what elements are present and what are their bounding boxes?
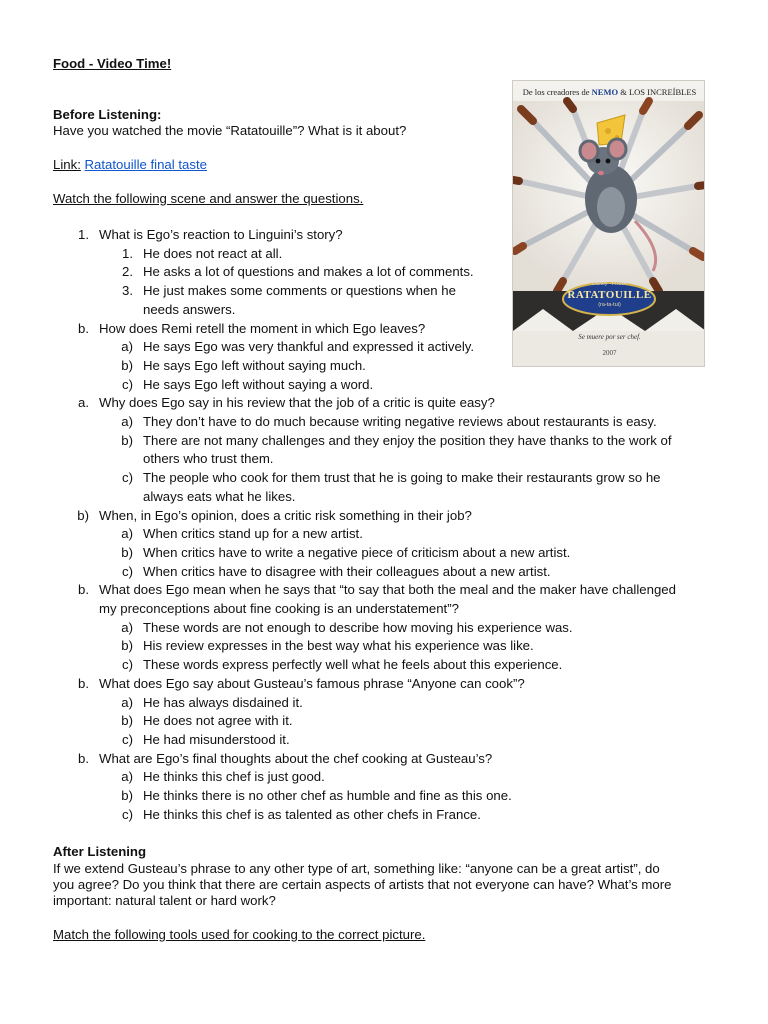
option-marker: b) [121, 357, 133, 373]
option-marker: b) [121, 638, 133, 654]
option-marker: a) [121, 526, 133, 542]
option-marker: a) [121, 414, 133, 429]
option-text: These words are not enough to describe how moving his experience was. [143, 619, 573, 635]
option-marker: c) [122, 563, 133, 579]
option-marker: c) [122, 376, 133, 392]
question-text: What is Ego’s reaction to Linguini’s story? [99, 227, 343, 242]
option-text: He does not agree with it. [143, 713, 293, 729]
option-marker: a) [121, 694, 133, 710]
link-label: Link: [53, 157, 81, 172]
option-text: always eats what he likes. [143, 488, 296, 504]
after-listening-line: you agree? Do you think that there are certain aspects of artists that not everyone can have? What’s more [53, 877, 672, 892]
ratatouille-video-link[interactable]: Ratatouille final taste [84, 157, 207, 172]
option-text: They don’t have to do much because writing negative reviews about restaurants is easy. [143, 414, 657, 429]
question-text: When, in Ego’s opinion, does a critic risk something in their job? [99, 507, 472, 523]
before-listening-question: Have you watched the movie “Ratatouille”? What is it about? [53, 123, 407, 138]
option-text: He says Ego left without saying much. [143, 357, 366, 373]
option-text: These words express perfectly well what he feels about this experience. [143, 657, 563, 673]
option-marker: a) [121, 339, 133, 355]
option-text: There are not many challenges and they enjoy the position they have thanks to the work of [143, 432, 672, 448]
question-text: Why does Ego say in his review that the job of a critic is quite easy? [99, 395, 495, 411]
question-marker: b. [78, 320, 89, 336]
question-text: What does Ego mean when he says that “to say that both the meal and the maker have challenged [99, 582, 676, 598]
option-marker: c) [122, 806, 133, 822]
question-text: What are Ego’s final thoughts about the chef cooking at Gusteau’s? [99, 750, 493, 766]
question-marker: a. [78, 395, 89, 411]
option-text: He just makes some comments or questions when he [143, 283, 456, 299]
poster-tagline: Se muere por ser chef. [578, 333, 641, 341]
question-marker: b) [77, 507, 89, 523]
option-text: The people who cook for them trust that he is going to make their restaurants grow so he [143, 470, 661, 486]
question-text: my preconceptions about fine cooking is an understatement”? [99, 601, 459, 616]
after-listening-heading: After Listening [53, 844, 147, 859]
option-marker: a) [121, 619, 133, 635]
option-text: His review expresses in the best way what his experience was like. [143, 638, 534, 654]
option-marker: b) [121, 432, 133, 448]
poster-title: RATATOUILLE [567, 289, 652, 301]
option-text: He says Ego was very thankful and expressed it actively. [143, 339, 475, 355]
option-marker: c) [122, 470, 133, 486]
question-marker: b. [78, 750, 89, 766]
option-text: others who trust them. [143, 451, 274, 467]
question-text: What does Ego say about Gusteau’s famous phrase “Anyone can cook”? [99, 675, 525, 691]
option-marker: 2. [122, 264, 133, 280]
ratatouille-poster-image [512, 80, 705, 367]
option-text: He asks a lot of questions and makes a lot of comments. [143, 264, 474, 280]
poster-subtitle: (ra-ta-tui) [598, 302, 621, 308]
link-row [53, 156, 207, 174]
match-instruction: Match the following tools used for cooking to the correct picture. [53, 927, 426, 942]
worksheet-title: Food - Video Time! [53, 56, 172, 71]
poster-year: 2007 [602, 349, 617, 357]
option-text: He thinks there is no other chef as humble and fine as this one. [143, 788, 512, 803]
option-marker: c) [122, 731, 133, 747]
poster-brand: Disney · PIXAR [592, 281, 627, 287]
option-text: He has always disdained it. [143, 694, 303, 710]
question-marker: 1. [78, 227, 89, 242]
option-marker: b) [121, 544, 133, 560]
poster-top-credit: De los creadores de NEMO & LOS INCREÍBLES [522, 87, 697, 97]
option-text: He thinks this chef is as talented as other chefs in France. [143, 806, 481, 822]
question-marker: b. [78, 582, 89, 598]
question-text: How does Remi retell the moment in which Ego leaves? [99, 320, 426, 336]
poster-artwork [513, 81, 705, 367]
option-text: needs answers. [143, 301, 236, 317]
question-marker: b. [78, 675, 89, 691]
option-text: He had misunderstood it. [143, 731, 290, 747]
option-marker: 1. [122, 245, 133, 261]
option-marker: b) [121, 788, 133, 803]
option-text: When critics have to disagree with their colleagues about a new artist. [143, 563, 551, 579]
option-marker: 3. [122, 283, 133, 299]
option-text: When critics have to write a negative piece of criticism about a new artist. [143, 544, 571, 560]
before-listening-heading: Before Listening: [53, 107, 162, 122]
option-text: He does not react at all. [143, 245, 283, 261]
after-listening-line: important: natural talent or hard work? [53, 893, 276, 908]
option-text: When critics stand up for a new artist. [143, 526, 363, 542]
option-marker: a) [121, 769, 133, 785]
option-marker: b) [121, 713, 133, 729]
option-text: He says Ego left without saying a word. [143, 376, 374, 392]
watch-instruction: Watch the following scene and answer the questions. [53, 191, 364, 206]
after-listening-line: If we extend Gusteau’s phrase to any other type of art, something like: “anyone can be a great artist”, do [53, 861, 660, 876]
option-marker: c) [122, 657, 133, 673]
option-text: He thinks this chef is just good. [143, 769, 325, 785]
